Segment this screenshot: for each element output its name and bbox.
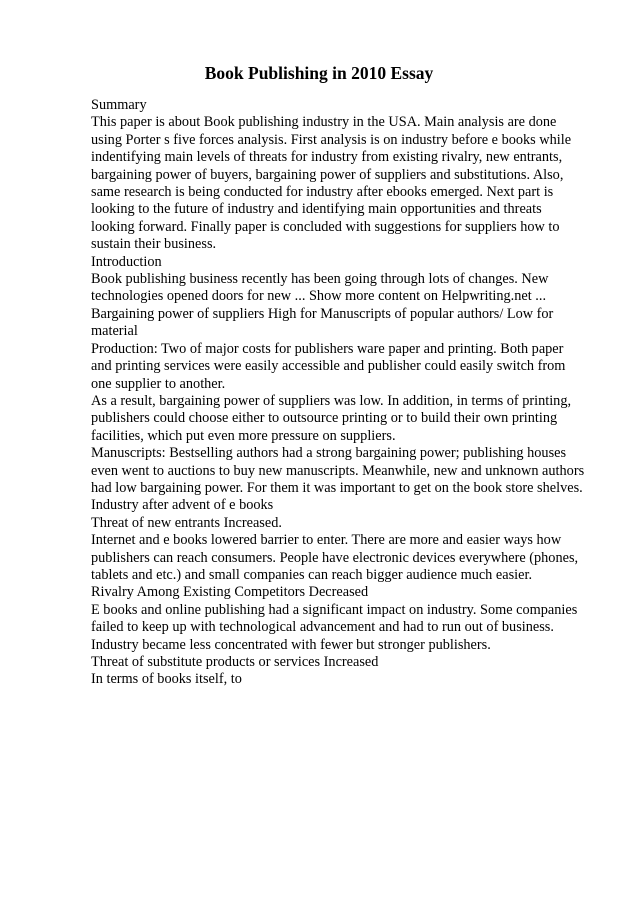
body-line: Introduction	[91, 253, 162, 270]
body-line: looking to the future of industry and identifying main opportunities and threats	[91, 201, 542, 218]
body-line: Book publishing business recently has been going through lots of changes. New	[91, 271, 549, 288]
body-line: Bargaining power of suppliers High for Manuscripts of popular authors/ Low for	[91, 305, 554, 322]
body-line: As a result, bargaining power of suppliers was low. In addition, in terms of printing,	[91, 392, 572, 409]
body-line: bargaining power of buyers, bargaining power of suppliers and substitutions. Also,	[91, 166, 564, 183]
body-line: sustain their business.	[91, 236, 217, 253]
body-line: even went to auctions to buy new manuscripts. Meanwhile, new and unknown authors	[91, 462, 585, 479]
body-line: Threat of new entrants Increased.	[91, 514, 282, 531]
body-line: failed to keep up with technological advancement and had to run out of business.	[91, 619, 554, 636]
body-line: using Porter s five forces analysis. First analysis is on industry before e books while	[91, 131, 572, 148]
body-line: had low bargaining power. For them it was important to get on the book store shelves.	[91, 479, 583, 496]
body-line: Manuscripts: Bestselling authors had a strong bargaining power; publishing houses	[91, 445, 567, 462]
body-line: Summary	[91, 97, 147, 113]
body-line: publishers could choose either to outsource printing or to build their own printing	[91, 410, 558, 427]
body-line: Internet and e books lowered barrier to enter. There are more and easier ways how	[91, 532, 562, 549]
body-line: technologies opened doors for new ... Show more content on Helpwriting.net ...	[91, 288, 547, 305]
body-line: Industry became less concentrated with fewer but stronger publishers.	[91, 636, 491, 653]
body-line: This paper is about Book publishing industry in the USA. Main analysis are done	[91, 114, 557, 131]
body-line: E books and online publishing had a significant impact on industry. Some companies	[91, 601, 578, 618]
body-line: and printing services were easily accessible and publisher could easily switch from	[91, 358, 566, 375]
body-line: indentifying main levels of threats for industry from existing rivalry, new entrants,	[91, 149, 563, 166]
body-line: publishers can reach consumers. People have electronic devices everywhere (phones,	[91, 549, 579, 566]
body-line: In terms of books itself, to	[91, 671, 242, 688]
body-line: Rivalry Among Existing Competitors Decreased	[91, 584, 369, 601]
body-line: same research is being conducted for industry after ebooks emerged. Next part is	[91, 184, 554, 201]
body-line: Threat of substitute products or services Increased	[91, 654, 379, 670]
document-body	[91, 97, 611, 689]
body-line: tablets and etc.) and small companies can reach bigger audience much easier.	[91, 566, 533, 583]
body-line: facilities, which put even more pressure on suppliers.	[91, 427, 396, 444]
body-line: looking forward. Finally paper is concluded with suggestions for suppliers how to	[91, 218, 560, 235]
document-title: Book Publishing in 2010 Essay	[204, 63, 434, 83]
body-line: Industry after advent of e books	[91, 497, 274, 514]
body-line: Production: Two of major costs for publishers ware paper and printing. Both paper	[91, 340, 564, 357]
body-line: material	[91, 323, 138, 340]
body-line: one supplier to another.	[91, 375, 226, 392]
